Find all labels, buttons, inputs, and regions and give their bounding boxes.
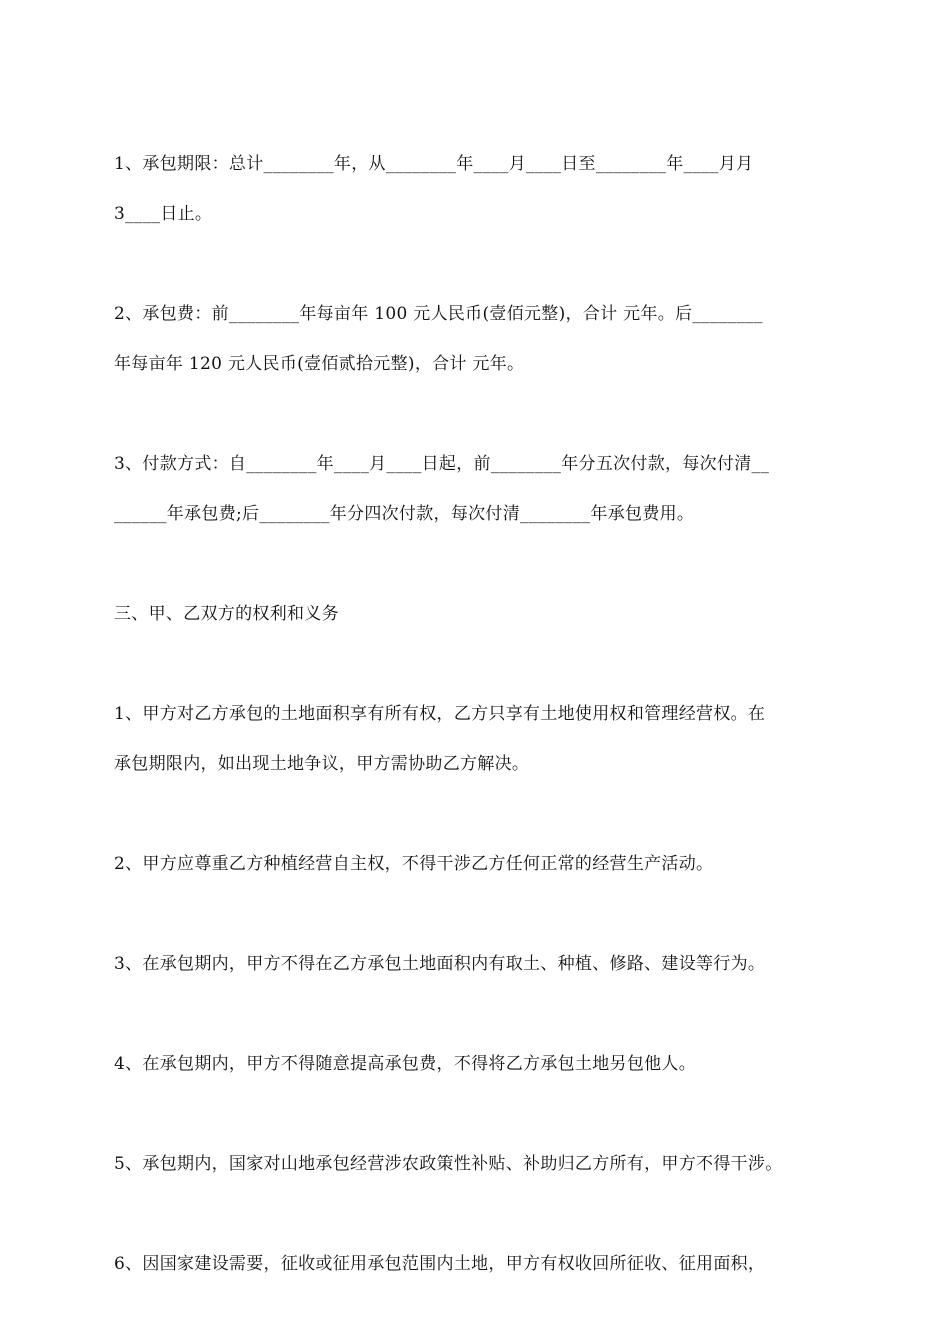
clause-fee-line-2: 年每亩年 120 元人民币(壹佰贰拾元整)，合计 元年。: [114, 354, 525, 374]
clause-term-line-1: 1、承包期限：总计________年，从________年____月____日至________年____月月: [114, 154, 754, 174]
section-heading-rights-obligations: 三、甲、乙双方的权利和义务: [114, 604, 339, 624]
rights-item-6-line-1: 6、因国家建设需要，征收或征用承包范围内土地，甲方有权收回所征收、征用面积，: [114, 1254, 766, 1274]
clause-fee-line-1: 2、承包费：前________年每亩年 100 元人民币(壹佰元整)，合计 元年。后________: [114, 304, 763, 324]
rights-item-2: 2、甲方应尊重乙方种植经营自主权，不得干涉乙方任何正常的经营生产活动。: [114, 854, 714, 874]
rights-item-4: 4、在承包期内，甲方不得随意提高承包费，不得将乙方承包土地另包他人。: [114, 1054, 697, 1074]
rights-item-5: 5、承包期内，国家对山地承包经营涉农政策性补贴、补助归乙方所有，甲方不得干涉。: [114, 1154, 783, 1174]
clause-payment-line-1: 3、付款方式：自________年____月____日起，前________年分五次付款，每次付清__: [114, 454, 770, 474]
rights-item-1-line-2: 承包期限内，如出现土地争议，甲方需协助乙方解决。: [114, 754, 530, 774]
clause-payment-line-2: ______年承包费;后________年分四次付款，每次付清________年承包费用。: [114, 504, 695, 524]
clause-term-line-2: 3____日止。: [114, 204, 213, 224]
rights-item-3: 3、在承包期内，甲方不得在乙方承包土地面积内有取土、种植、修路、建设等行为。: [114, 954, 766, 974]
rights-item-1-line-1: 1、甲方对乙方承包的土地面积享有所有权，乙方只享有土地使用权和管理经营权。在: [114, 704, 766, 724]
